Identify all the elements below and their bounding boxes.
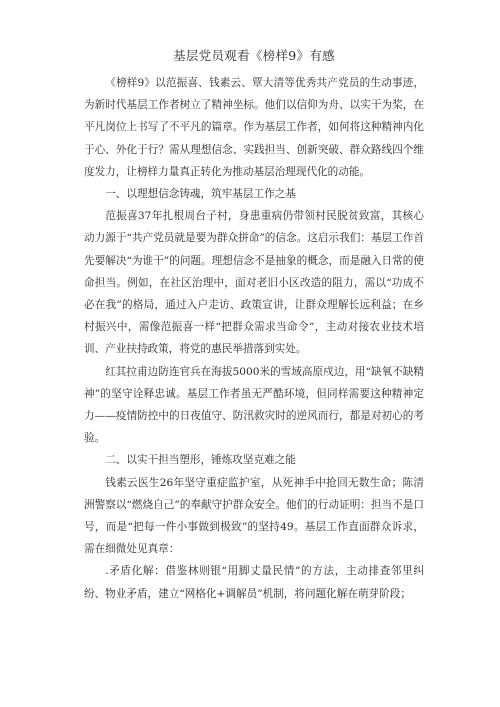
section-1-paragraph-1: 范振喜37年扎根周台子村，身患重病仍带领村民脱贫致富，其核心动力源于“共产党员就是要为群众拼命”的信念。这启示我们：基层工作首先要解决“为谁干”的问题。理想信念不是抽象的概念，而是融入日常的使命担当。例如，在社区治理中，面对老旧小区改造的阻力，需以“功成不必在我”的格局，通过入户走访、政策宣讲，让群众理解长远利益；在乡村振兴中，需像范振喜一样“把群众需求当命令”，主动对接农业技术培训、产业扶持政策，将党的惠民举措落到实处。 <box>84 210 424 356</box>
document-title: 基层党员观看《榜样9》有感 <box>173 48 335 63</box>
section-2-list-item-1: .矛盾化解：借鉴林则银“用脚丈量民情”的方法，主动排查邻里纠纷、物业矛盾，建立“网格化+调解员”机制，将问题化解在萌芽阶段； <box>84 565 424 600</box>
section-1-heading: 一、以理想信念铸魂，筑牢基层工作之基 <box>105 188 296 201</box>
section-2-paragraph-1: 钱素云医生26年坚守重症监护室，从死神手中抢回无数生命；陈清洲警察以“燃烧自己”的奉献守护群众安全。他们的行动证明：担当不是口号，而是“把每一件小事做到极致”的坚持49。基层工作直面群众诉求，需在细微处见真章： <box>84 476 424 556</box>
intro-paragraph: 《榜样9》以范振喜、钱素云、覃大清等优秀共产党员的生动事迹，为新时代基层工作者树立了精神坐标。他们以信仰为舟、以实干为桨，在平凡岗位上书写了不平凡的篇章。作为基层工作者，如何将这种精神内化于心、外化于行？需从理想信念、实践担当、创新突破、群众路线四个维度发力，让榜样力量真正转化为推动基层治理现代化的动能。 <box>84 77 424 178</box>
document-page <box>84 46 424 605</box>
section-2-heading: 二、以实干担当塑形，锤炼攻坚克难之能 <box>105 454 296 467</box>
section-1-paragraph-2: 红其拉甫边防连官兵在海拔5000米的雪域高原戍边，用“缺氧不缺精神”的坚守诠释忠诚。基层工作者虽无严酷环境，但同样需要这种精神定力——疫情防控中的日夜值守、防汛救灾时的逆风而行，都是对初心的考验。 <box>84 365 424 445</box>
